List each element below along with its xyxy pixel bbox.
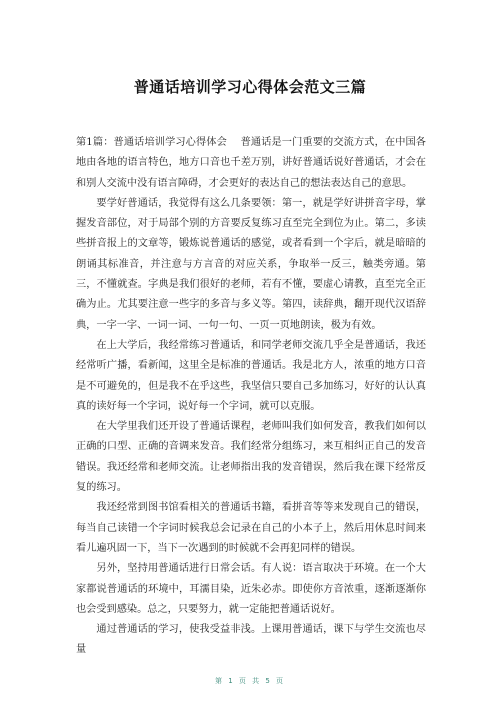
paragraph-1: 第1篇：普通话培训学习心得体会 普通话是一门重要的交流方式，在中国各地由各地的语言特色，地方口音也千差万别，讲好普通话说好普通话，才会在和别人交流中没有语言障碍，才会更好的表达自己的想法表达自己的意思。 (76, 137, 426, 189)
document-body (76, 133, 426, 661)
page-number-footer: 第 1 页 共 5 页 (214, 677, 286, 685)
paragraph-4: 在大学里我们还开设了普通话课程，老师叫我们如何发音，教我们如何以正确的口型、正确的音调来发音。我们经常分组练习，来互相纠正自己的发音错误。我还经常和老师交流。让老师指出我的发音错误，然后我在课下经常反复的练习。 (76, 421, 426, 494)
paragraph-2: 要学好普通话，我觉得有这么几条要领：第一，就是学好讲拼音字母，掌握发音部位，对于局部个别的方音要反复练习直至完全到位为止。第二，多读些拼音报上的文章等，锻炼说普通话的感觉，或者看到一个字后，就是暗暗的朗诵其标准音，并注意与方言音的对应关系，争取举一反三，触类旁通。第三，不懂就查。字典是我们很好的老师，若有不懂，要虚心请教，直至完全正确为止。尤其要注意一些字的多音与多义等。第四，读辞典，翻开现代汉语辞典，一字一字、一词一词、一句一句、一页一页地朗读，极为有效。 (76, 197, 426, 331)
paragraph-6: 另外，坚持用普通话进行日常会话。有人说：语言取决于环境。在一个大家都说普通话的环境中，耳濡目染，近朱必赤。即使你方音浓重，逐渐逐渐你也会受到感染。总之，只要努力，就一定能把普通话说好。 (76, 563, 426, 615)
paragraph-3: 在上大学后，我经常练习普通话，和同学老师交流几乎全是普通话，我还经常听广播，看新闻，这里全是标准的普通话。我是北方人，浓重的地方口音是不可避免的，但是我不在乎这些，我坚信只要自己多加练习，好好的认认真真的读好每一个字词，说好每一个字词，就可以克服。 (76, 339, 426, 412)
paragraph-5: 我还经常到图书馆看相关的普通话书籍，看拼音等等来发现自己的错误，每当自己读错一个字词时候我总会记录在自己的小本子上，然后用休息时间来看儿遍巩固一下，当下一次遇到的时候就不会再犯同样的错误。 (76, 502, 426, 554)
paragraph-7: 通过普通话的学习，使我受益非浅。上课用普通话，课下与学生交流也尽量 (76, 624, 426, 656)
document-title: 普通话培训学习心得体会范文三篇 (133, 78, 367, 96)
